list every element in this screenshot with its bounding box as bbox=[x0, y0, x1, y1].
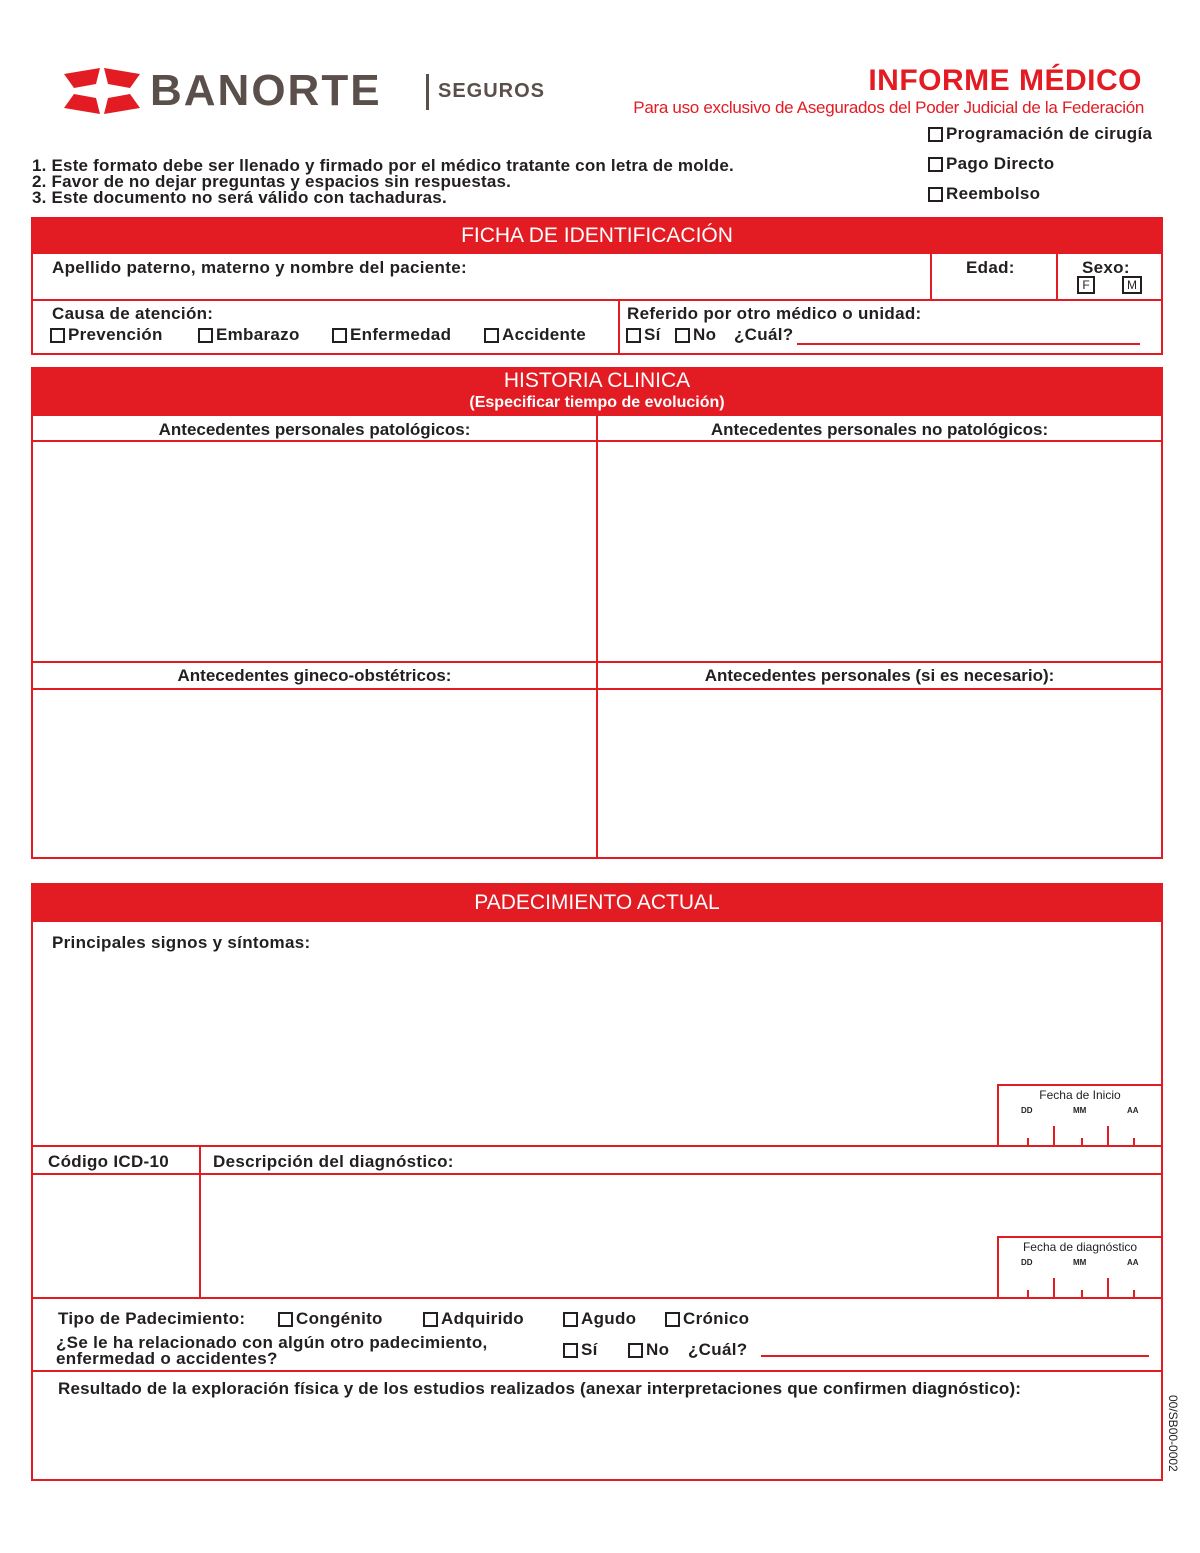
diagnosis-date-label: Fecha de diagnóstico bbox=[1022, 1240, 1138, 1254]
checkbox[interactable] bbox=[332, 328, 347, 343]
sex-label: Sexo: bbox=[1082, 258, 1130, 277]
condition-type-label: Tipo de Padecimiento: bbox=[58, 1309, 246, 1328]
related-question-line1: ¿Se le ha relacionado con algún otro padecimiento, bbox=[56, 1333, 488, 1352]
type-chronic[interactable]: Crónico bbox=[665, 1309, 749, 1329]
diagnosis-date-mm: MM bbox=[1073, 1258, 1087, 1267]
brand-name: BANORTE bbox=[150, 66, 382, 115]
request-type-surgery[interactable]: Programación de cirugía bbox=[928, 124, 1152, 144]
form-title: INFORME MÉDICO bbox=[868, 64, 1142, 97]
tick bbox=[1107, 1278, 1109, 1298]
checkbox[interactable] bbox=[928, 127, 943, 142]
checkbox[interactable] bbox=[665, 1312, 680, 1327]
instructions bbox=[32, 158, 734, 206]
checkbox[interactable] bbox=[628, 1343, 643, 1358]
patient-name-label: Apellido paterno, materno y nombre del paciente: bbox=[52, 258, 467, 277]
divider bbox=[31, 1297, 1163, 1299]
checkbox[interactable] bbox=[626, 328, 641, 343]
divider bbox=[930, 254, 932, 300]
diagnosis-description-field[interactable] bbox=[201, 1175, 993, 1297]
pathological-history-field[interactable] bbox=[33, 442, 596, 661]
tick bbox=[1053, 1278, 1055, 1298]
diagnosis-date-dd: DD bbox=[1021, 1258, 1033, 1267]
instruction-1: 1. Este formato debe ser llenado y firmado por el médico tratante con letra de molde. bbox=[32, 156, 734, 175]
instruction-3: 3. Este documento no será válido con tachaduras. bbox=[32, 188, 447, 207]
start-date-mm: MM bbox=[1073, 1106, 1087, 1115]
non-pathological-history-field[interactable] bbox=[598, 442, 1161, 661]
diagnosis-date-aa: AA bbox=[1127, 1258, 1139, 1267]
divider bbox=[1056, 254, 1058, 300]
history-heading-band bbox=[31, 367, 1163, 416]
start-date-aa: AA bbox=[1127, 1106, 1139, 1115]
type-acute[interactable]: Agudo bbox=[563, 1309, 636, 1329]
referred-which-line[interactable] bbox=[797, 343, 1140, 345]
current-condition-heading: PADECIMIENTO ACTUAL bbox=[31, 883, 1163, 922]
non-pathological-history-label: Antecedentes personales no patológicos: bbox=[710, 420, 1049, 439]
divider bbox=[31, 1370, 1163, 1372]
diagnosis-date-box[interactable] bbox=[997, 1236, 1161, 1298]
divider bbox=[31, 661, 1163, 663]
tick bbox=[1053, 1126, 1055, 1146]
referred-yes[interactable]: Sí bbox=[626, 325, 661, 345]
form-subtitle: Para uso exclusivo de Asegurados del Poder Judicial de la Federación bbox=[633, 98, 1144, 117]
form-code: 00/SB00-0002 bbox=[1166, 1395, 1180, 1472]
checkbox[interactable] bbox=[563, 1343, 578, 1358]
icd-label: Código ICD-10 bbox=[48, 1152, 170, 1171]
start-date-box[interactable] bbox=[997, 1084, 1161, 1146]
checkbox[interactable] bbox=[928, 187, 943, 202]
related-which-label: ¿Cuál? bbox=[688, 1340, 748, 1359]
checkbox[interactable] bbox=[563, 1312, 578, 1327]
referred-no[interactable]: No bbox=[675, 325, 716, 345]
tick bbox=[1107, 1126, 1109, 1146]
referred-label: Referido por otro médico o unidad: bbox=[627, 304, 922, 323]
checkbox[interactable] bbox=[198, 328, 213, 343]
instruction-2: 2. Favor de no dejar preguntas y espacios sin respuestas. bbox=[32, 172, 512, 191]
request-type-reimbursement[interactable]: Reembolso bbox=[928, 184, 1040, 204]
cause-pregnancy[interactable]: Embarazo bbox=[198, 325, 300, 345]
identification-heading: FICHA DE IDENTIFICACIÓN bbox=[31, 217, 1163, 254]
exam-results-field[interactable] bbox=[33, 1402, 1161, 1479]
checkbox[interactable] bbox=[423, 1312, 438, 1327]
related-question-line2: enfermedad o accidentes? bbox=[56, 1349, 278, 1368]
start-date-dd: DD bbox=[1021, 1106, 1033, 1115]
divider bbox=[31, 299, 1163, 301]
banorte-logo bbox=[60, 66, 570, 116]
divider bbox=[618, 300, 620, 354]
sex-m-checkbox[interactable]: M bbox=[1122, 276, 1142, 294]
gyneco-obstetric-field[interactable] bbox=[33, 690, 596, 858]
brand-sub: SEGUROS bbox=[438, 80, 546, 102]
checkbox[interactable] bbox=[484, 328, 499, 343]
checkbox[interactable] bbox=[928, 157, 943, 172]
related-yes[interactable]: Sí bbox=[563, 1340, 598, 1360]
cause-accident[interactable]: Accidente bbox=[484, 325, 586, 345]
referred-which-label: ¿Cuál? bbox=[734, 325, 794, 344]
sex-f-checkbox[interactable]: F bbox=[1077, 276, 1095, 294]
type-acquired[interactable]: Adquirido bbox=[423, 1309, 524, 1329]
brand-divider bbox=[426, 74, 429, 110]
cause-illness[interactable]: Enfermedad bbox=[332, 325, 451, 345]
request-type-direct-pay[interactable]: Pago Directo bbox=[928, 154, 1054, 174]
pathological-history-label: Antecedentes personales patológicos: bbox=[158, 420, 471, 439]
related-no[interactable]: No bbox=[628, 1340, 669, 1360]
checkbox[interactable] bbox=[50, 328, 65, 343]
start-date-label: Fecha de Inicio bbox=[1039, 1088, 1121, 1102]
personal-history-field[interactable] bbox=[598, 690, 1161, 858]
personal-history-label: Antecedentes personales (si es necesario): bbox=[704, 666, 1055, 685]
signs-symptoms-label: Principales signos y síntomas: bbox=[52, 933, 311, 952]
cause-prevention[interactable]: Prevención bbox=[50, 325, 163, 345]
checkbox[interactable] bbox=[675, 328, 690, 343]
signs-symptoms-field[interactable] bbox=[33, 956, 993, 1144]
icd-field[interactable] bbox=[33, 1175, 199, 1297]
type-congenital[interactable]: Congénito bbox=[278, 1309, 383, 1329]
history-subheading: (Especificar tiempo de evolución) bbox=[469, 394, 725, 411]
banorte-logo-icon bbox=[60, 66, 142, 116]
related-question bbox=[56, 1335, 488, 1367]
exam-results-label: Resultado de la exploración física y de los estudios realizados (anexar interpretaciones que confirmen diagnóstico): bbox=[58, 1379, 1022, 1398]
diagnosis-description-label: Descripción del diagnóstico: bbox=[213, 1152, 454, 1171]
cause-label: Causa de atención: bbox=[52, 304, 214, 323]
gyneco-obstetric-label: Antecedentes gineco-obstétricos: bbox=[177, 666, 452, 685]
checkbox[interactable] bbox=[278, 1312, 293, 1327]
age-label: Edad: bbox=[966, 258, 1015, 277]
related-which-line[interactable] bbox=[761, 1355, 1149, 1357]
history-heading: HISTORIA CLINICA bbox=[503, 369, 691, 392]
